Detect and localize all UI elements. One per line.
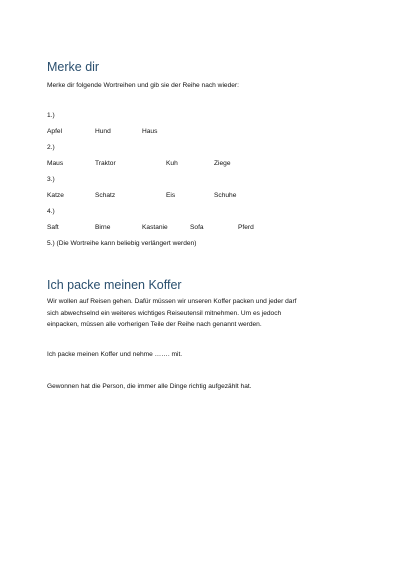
word: Kuh [166,160,178,167]
word: Birne [95,224,111,231]
word: Ziege [214,160,231,167]
game-description [47,296,357,331]
word: Kastanie [142,224,168,231]
word: Maus [47,160,64,167]
word-row-4 [0,224,400,233]
word: Saft [47,224,59,231]
word: Apfel [47,128,63,135]
row-label-4: 4.) [47,208,55,215]
extension-note: 5.) (Die Wortreihe kann beliebig verlängert werden) [47,240,197,247]
game-phrase: Ich packe meinen Koffer und nehme ……. mit. [47,351,183,358]
section-heading-merke-dir: Merke dir [47,60,100,74]
word: Katze [47,192,64,199]
word: Schuhe [214,192,237,199]
word-row-3 [0,192,400,201]
paragraph-line: Wir wollen auf Reisen gehen. Dafür müssen wir unseren Koffer packen und jeder darf [47,298,297,305]
row-label-3: 3.) [47,176,55,183]
section-heading-koffer: Ich packe meinen Koffer [47,278,182,292]
row-label-1: 1.) [47,112,55,119]
word: Schatz [95,192,116,199]
row-label-2: 2.) [47,144,55,151]
instruction-text: Merke dir folgende Wortreihen und gib sie der Reihe nach wieder: [47,82,239,89]
word-row-1 [0,128,400,137]
word: Eis [166,192,176,199]
paragraph-line: sich abwechselnd ein weiteres wichtiges Reiseutensil mitnehmen. Um es jedoch [47,309,282,317]
word: Sofa [190,224,204,231]
word-row-2 [0,160,400,169]
winner-rule: Gewonnen hat die Person, die immer alle Dinge richtig aufgezählt hat. [47,383,252,390]
word: Hund [95,128,111,135]
paragraph-line: einpacken, müssen alle vorherigen Teile der Reihe nach genannt werden. [47,321,262,328]
word: Pferd [238,224,254,231]
word: Haus [142,128,158,135]
word: Traktor [95,160,116,167]
